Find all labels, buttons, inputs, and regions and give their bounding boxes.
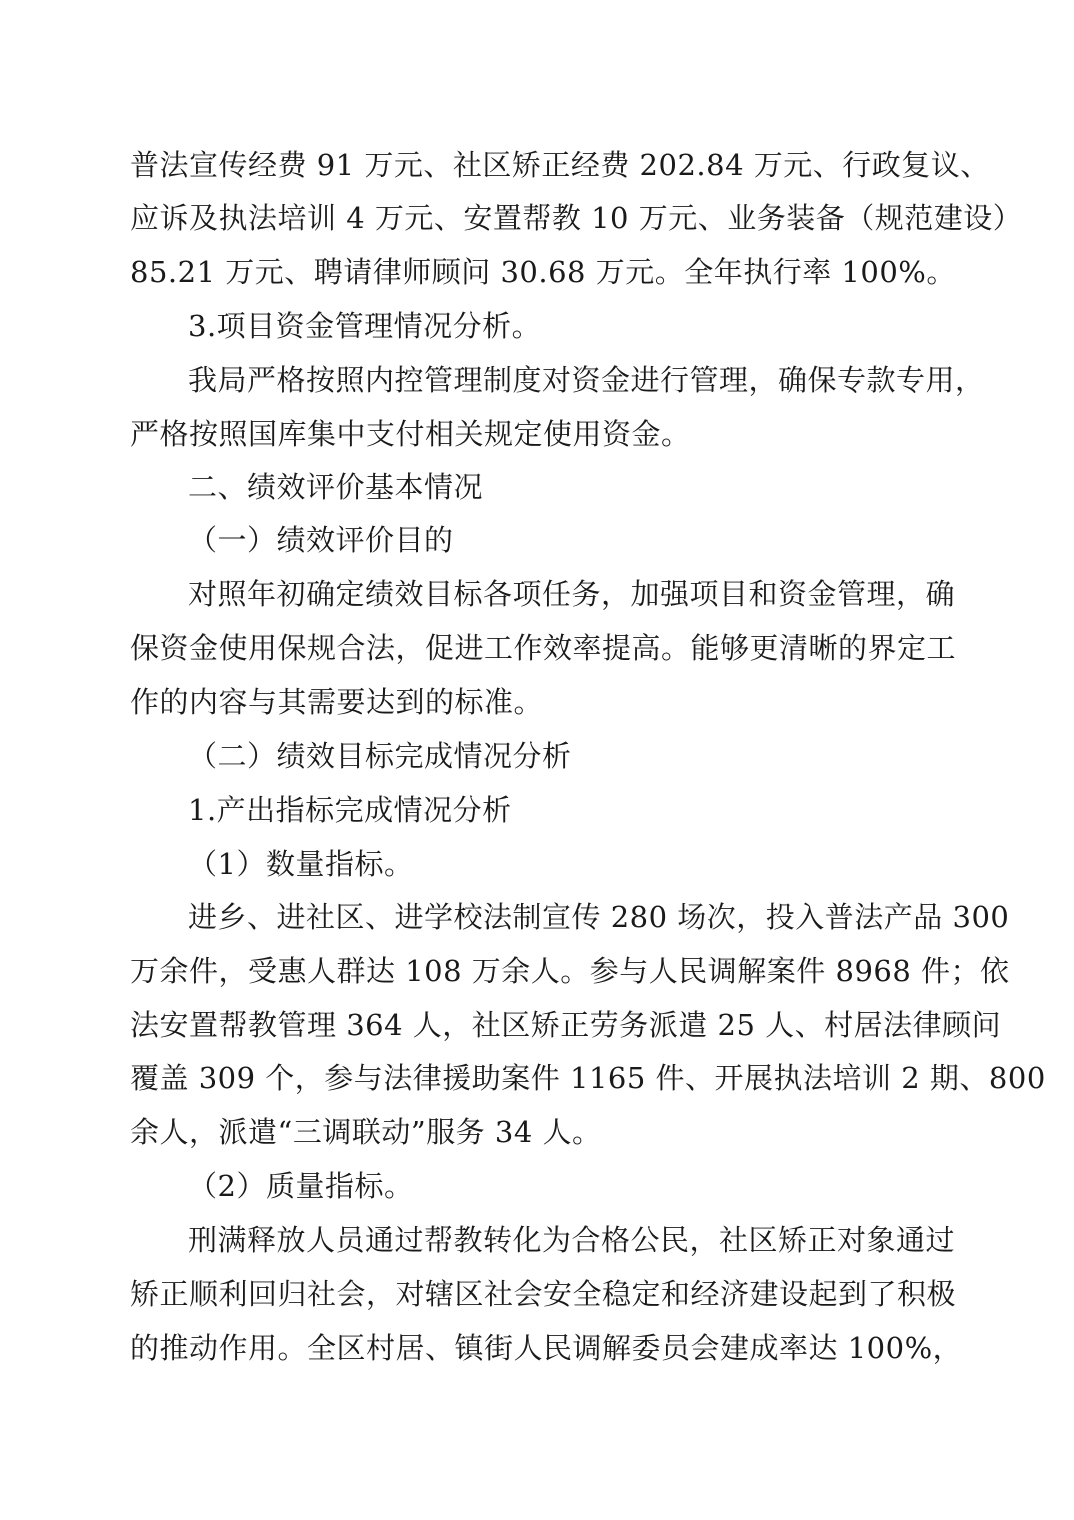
paragraph-line: 覆盖 309 个，参与法律援助案件 1165 件、开展执法培训 2 期、800	[130, 1061, 1046, 1095]
paragraph-line: 作的内容与其需要达到的标准。	[130, 685, 544, 719]
section-heading: 二、绩效评价基本情况	[188, 470, 484, 504]
section-heading: （1）数量指标。	[188, 847, 414, 881]
paragraph-line: 万余件，受惠人群达 108 万余人。参与人民调解案件 8968 件；依	[130, 954, 1010, 988]
section-heading: （一）绩效评价目的	[188, 523, 454, 557]
paragraph-line: 法安置帮教管理 364 人，社区矫正劳务派遣 25 人、村居法律顾问	[130, 1008, 1002, 1042]
section-heading: （2）质量指标。	[188, 1169, 414, 1203]
paragraph-line: 的推动作用。全区村居、镇街人民调解委员会建成率达 100%，	[130, 1331, 963, 1365]
section-heading: （二）绩效目标完成情况分析	[188, 739, 572, 773]
paragraph-line: 进乡、进社区、进学校法制宣传 280 场次，投入普法产品 300	[188, 900, 1010, 934]
paragraph-line: 保资金使用保规合法，促进工作效率提高。能够更清晰的界定工	[130, 631, 957, 665]
section-heading: 3.项目资金管理情况分析。	[188, 309, 542, 343]
paragraph-line: 矫正顺利回归社会，对辖区社会安全稳定和经济建设起到了积极	[130, 1277, 957, 1311]
paragraph-line: 普法宣传经费 91 万元、社区矫正经费 202.84 万元、行政复议、	[130, 148, 990, 182]
paragraph-line: 严格按照国库集中支付相关规定使用资金。	[130, 417, 691, 451]
paragraph-line: 我局严格按照内控管理制度对资金进行管理，确保专款专用，	[188, 363, 985, 397]
paragraph-line: 对照年初确定绩效目标各项任务，加强项目和资金管理，确	[188, 577, 956, 611]
section-heading: 1.产出指标完成情况分析	[188, 793, 512, 827]
paragraph-line: 刑满释放人员通过帮教转化为合格公民，社区矫正对象通过	[188, 1223, 956, 1257]
paragraph-line: 85.21 万元、聘请律师顾问 30.68 万元。全年执行率 100%。	[130, 255, 956, 289]
paragraph-line: 余人，派遣“三调联动”服务 34 人。	[130, 1115, 602, 1149]
paragraph-line: 应诉及执法培训 4 万元、安置帮教 10 万元、业务装备（规范建设）	[130, 201, 1023, 235]
